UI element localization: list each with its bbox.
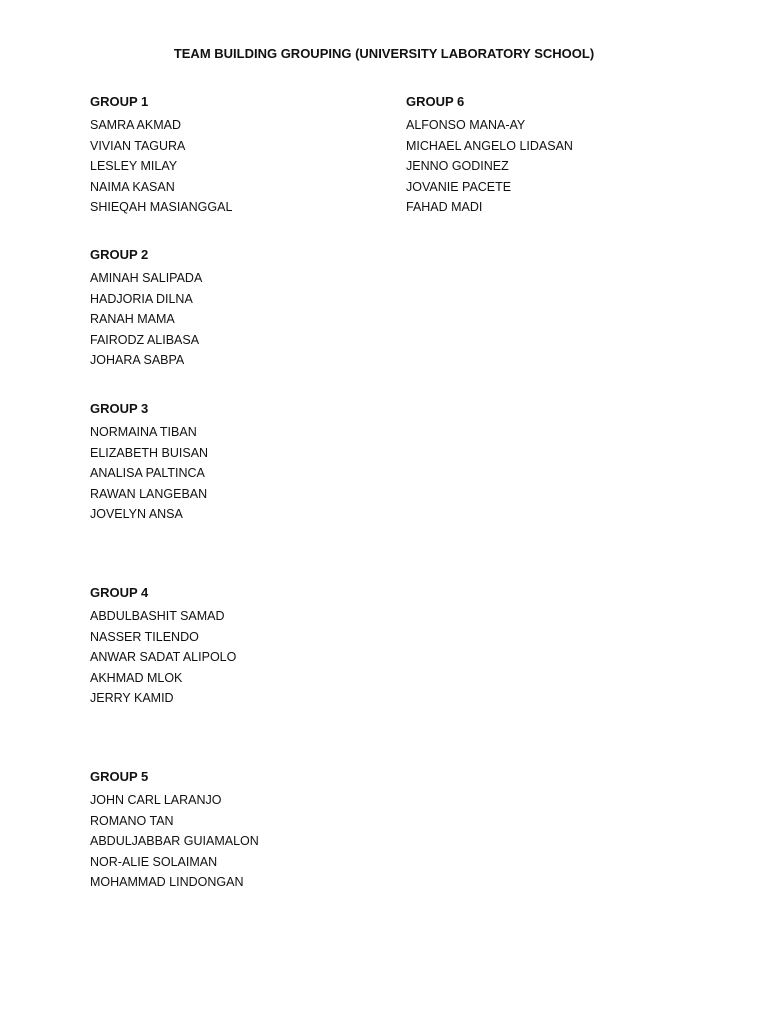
member-name: RAWAN LANGEBAN xyxy=(90,486,208,501)
group-3-section xyxy=(90,400,208,525)
member-name: LESLEY MILAY xyxy=(90,159,178,173)
member-name: MOHAMMAD LINDONGAN xyxy=(90,875,244,889)
member-name: ABDULBASHIT SAMAD xyxy=(90,609,225,623)
member-name: SAMRA AKMAD xyxy=(90,118,181,132)
member-list xyxy=(90,606,236,709)
group-heading: GROUP 3 xyxy=(90,401,149,416)
group-heading: GROUP 6 xyxy=(406,94,465,109)
group-heading: GROUP 2 xyxy=(90,247,149,262)
group-heading: GROUP 4 xyxy=(90,585,149,600)
group-1-section xyxy=(90,93,232,218)
group-4-section xyxy=(90,584,236,709)
member-list xyxy=(90,790,259,893)
member-list xyxy=(90,422,208,525)
member-name: ROMANO TAN xyxy=(90,813,174,828)
member-name: ANWAR SADAT ALIPOLO xyxy=(90,650,237,664)
member-name: JOVANIE PACETE xyxy=(406,179,512,194)
member-name: VIVIAN TAGURA xyxy=(90,138,186,153)
member-name: JOVELYN ANSA xyxy=(90,507,183,521)
member-name: JOHN CARL LARANJO xyxy=(90,793,222,807)
group-5-section xyxy=(90,768,259,893)
member-list xyxy=(406,115,573,218)
member-name: FAHAD MADI xyxy=(406,200,483,214)
member-name: HADJORIA DILNA xyxy=(90,291,193,306)
group-heading: GROUP 1 xyxy=(90,94,149,109)
group-6-section xyxy=(406,93,573,218)
member-name: JERRY KAMID xyxy=(90,691,174,705)
member-name: ALFONSO MANA-AY xyxy=(406,118,526,132)
member-name: SHIEQAH MASIANGGAL xyxy=(90,200,233,214)
member-name: MICHAEL ANGELO LIDASAN xyxy=(406,138,573,153)
member-list xyxy=(90,115,232,218)
member-name: NAIMA KASAN xyxy=(90,179,175,194)
member-name: AKHMAD MLOK xyxy=(90,670,183,685)
member-name: ELIZABETH BUISAN xyxy=(90,445,209,460)
member-name: AMINAH SALIPADA xyxy=(90,271,203,285)
group-2-section xyxy=(90,246,202,371)
member-name: FAIRODZ ALIBASA xyxy=(90,332,200,347)
document-title: TEAM BUILDING GROUPING (UNIVERSITY LABORATORY SCHOOL) xyxy=(173,46,595,61)
member-name: ANALISA PALTINCA xyxy=(90,466,205,480)
member-name: NOR-ALIE SOLAIMAN xyxy=(90,854,218,869)
member-list xyxy=(90,268,202,371)
member-name: JOHARA SABPA xyxy=(90,353,185,367)
member-name: RANAH MAMA xyxy=(90,312,175,326)
member-name: ABDULJABBAR GUIAMALON xyxy=(90,834,259,848)
member-name: NASSER TILENDO xyxy=(90,629,199,644)
member-name: NORMAINA TIBAN xyxy=(90,425,197,439)
group-heading: GROUP 5 xyxy=(90,769,149,784)
member-name: JENNO GODINEZ xyxy=(406,159,509,173)
